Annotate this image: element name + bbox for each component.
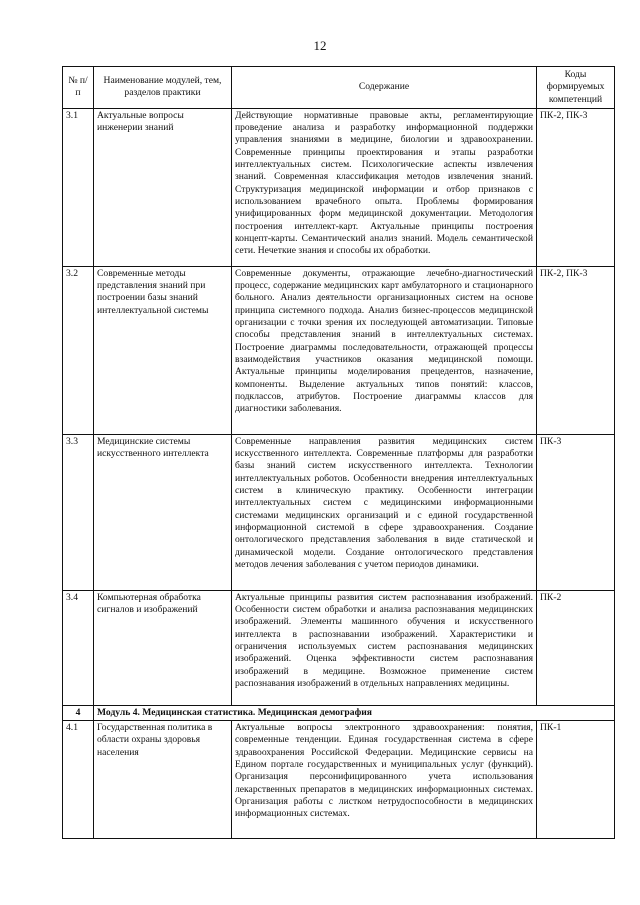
header-name: Наименование модулей, тем, разделов практики xyxy=(94,67,232,109)
row-name: Компьютерная обработка сигналов и изображений xyxy=(94,590,232,705)
header-num: № п/п xyxy=(63,67,94,109)
row-num: 3.4 xyxy=(63,590,94,705)
module-num: 4 xyxy=(63,705,94,720)
row-content: Действующие нормативные правовые акты, регламентирующие проведение анализа и разработку информационной поддержки управления знаниями в медицине, биологии и здравоохранении. Современные принципы проектирования и этапы разработки интеллектуальных систем. Психологические аспекты извлечения знаний. Современная классификация методов извлечения знаний. Структуризация медицинской информации и отбор признаков с использованием врачебного опыта. Проблемы формирования унифицированных форм медицинской документации. Методология построения интеллект-карт. Актуальные принципы построения концепт-карты. Семантический анализ знаний. Модель семантической сети. Нечеткие знания и способы их обработки. xyxy=(232,108,537,266)
module-title: Модуль 4. Медицинская статистика. Медицинская демография xyxy=(94,705,615,720)
row-content: Актуальные вопросы электронного здравоохранения: понятия, современные тенденции. Единая государственная система в сфере здравоохранения Российской Федерации. Медицинские сервисы на Едином портале государственных и муниципальных услуг (функций). Организация персонифицированного учета использования лекарственных препаратов в медицинских информационных системах. Организация работы с листком нетрудоспособности в медицинских информационных системах. xyxy=(232,721,537,839)
row-content: Актуальные принципы развития систем распознавания изображений. Особенности систем обработки и анализа распознавания медицинских изображений. Элементы машинного обучения и искусственного интеллекта в распознавании изображений. Характеристики и ограничения используемых систем распознавания медицинских изображений. Оценка эффективности систем распознавания изображений в медицине. Возможное применение систем распознавания изображений в отдельных направлениях медицины. xyxy=(232,590,537,705)
row-num: 3.1 xyxy=(63,108,94,266)
row-codes: ПК-2, ПК-3 xyxy=(537,108,615,266)
row-name: Современные методы представления знаний при построении базы знаний интеллектуальной системы xyxy=(94,266,232,434)
table-row xyxy=(63,721,615,839)
row-codes: ПК-2, ПК-3 xyxy=(537,266,615,434)
table-row xyxy=(63,266,615,434)
row-name: Государственная политика в области охраны здоровья населения xyxy=(94,721,232,839)
row-name: Актуальные вопросы инженерии знаний xyxy=(94,108,232,266)
row-codes: ПК-2 xyxy=(537,590,615,705)
page-number: 12 xyxy=(313,38,327,53)
table-header-row xyxy=(63,67,615,109)
table-row xyxy=(63,434,615,590)
row-codes: ПК-1 xyxy=(537,721,615,839)
row-name: Медицинские системы искусственного интеллекта xyxy=(94,434,232,590)
header-codes: Коды формируемых компетенций xyxy=(537,67,615,109)
row-codes: ПК-3 xyxy=(537,434,615,590)
row-content: Современные направления развития медицинских систем искусственного интеллекта. Современные платформы для разработки базы знаний систем искусственного интеллекта. Технологии интеллектуальных роботов. Особенности внедрения интеллектуальных систем в клиническую практику. Особенности интеграции интеллектуальных систем с медицинскими информационными системами медицинских организаций и с единой государственной информационной системой в сфере здравоохранения. Создание онтологического представления заболевания в виде статической и динамической модели. Создание онтологического представления методов лечения заболевания с учетом периодов динамики. xyxy=(232,434,537,590)
row-num: 4.1 xyxy=(63,721,94,839)
row-num: 3.2 xyxy=(63,266,94,434)
table-row xyxy=(63,590,615,705)
row-num: 3.3 xyxy=(63,434,94,590)
header-content: Содержание xyxy=(232,67,537,109)
program-table xyxy=(62,66,615,839)
table-row xyxy=(63,108,615,266)
module-row xyxy=(63,705,615,720)
row-content: Современные документы, отражающие лечебно-диагностический процесс, содержание медицинских карт амбулаторного и стационарного больного. Анализ деятельности организационных систем на основе принципа системного подхода. Анализ бизнес-процессов медицинской организации с точки зрения их последующей автоматизации. Типовые способы представления знаний в интеллектуальных системах. Построение диаграммы последовательности, отражающей процессы взаимодействия участников оказания медицинской помощи. Актуальные принципы моделирования прецедентов, назначение, компоненты. Выделение актуальных типов понятий: классов, подклассов, атрибутов. Построение диаграммы классов для диагностики заболевания. xyxy=(232,266,537,434)
